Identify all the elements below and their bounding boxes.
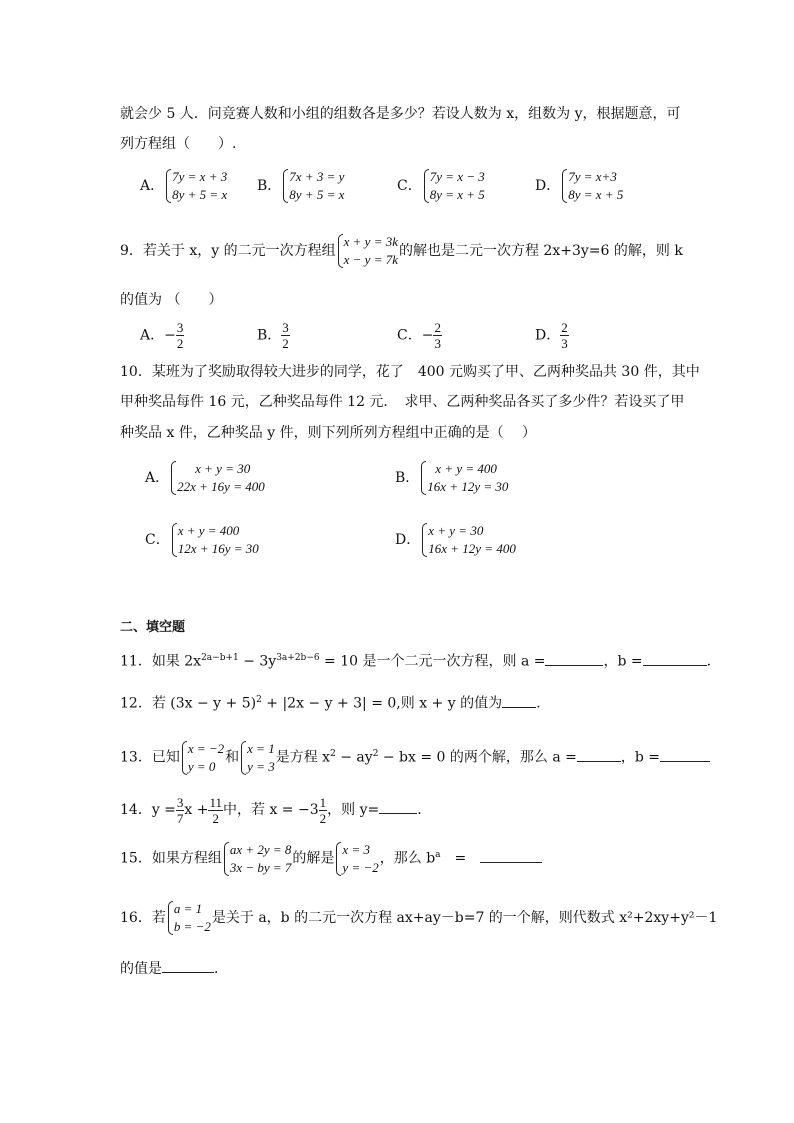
q10-option-b[interactable]: B． x + y = 400 16x + 12y = 30: [395, 461, 509, 494]
section-title: 二、填空题: [120, 620, 186, 635]
q9-option-a[interactable]: A．− $\frac{3}{2}$: [140, 320, 184, 351]
answer-blank[interactable]: [545, 651, 603, 666]
q9-stem: 9．若关于 x，y 的二元一次方程组 x + y = 3k x − y = 7k 的解也是二元一次方程 2x+3y=6 的解，则 k: [120, 234, 683, 267]
option-label: D．: [535, 178, 561, 194]
q9-line2: 的值为 （ ）: [120, 292, 223, 308]
q10-option-c[interactable]: C． x + y = 400 12x + 16y = 30: [145, 523, 259, 556]
q16: 16．若 a = 1 b = −2 是关于 a，b 的二元一次方程 ax+ay－b=7 的一个解，则代数式 x²+2xy+y²－1: [120, 901, 718, 934]
q10-option-d[interactable]: D． x + y = 30 16x + 12y = 400: [395, 523, 516, 556]
option-label: B．: [257, 178, 282, 194]
q10-line3: 种奖品 x 件，乙种奖品 y 件，则下列所列方程组中正确的是（ ）: [120, 425, 537, 441]
q13: 13．已知 x = −2 y = 0 和 x = 1 y = 3 是方程 $x^2 - ay^2$ − bx = 0 的两个解，那么 a = ，b =: [120, 734, 710, 778]
answer-blank[interactable]: [577, 747, 621, 762]
answer-blank[interactable]: [379, 799, 417, 814]
option-label: C．: [397, 178, 422, 194]
q8-option-c[interactable]: C． 7y = x − 3 8y = x + 5: [397, 169, 485, 202]
q14: 14．y = $\frac{3}{7}$ x + $\frac{11}{2}$ 中，若 x = −3 $\frac{1}{2}$ ，则 y= .: [120, 794, 422, 826]
q16-line2: 的值是 ．: [120, 958, 228, 979]
answer-blank[interactable]: [502, 693, 536, 708]
q8-option-a[interactable]: A． 7y = x + 3 8y + 5 = x: [140, 169, 228, 202]
q8-line2: 列方程组（ ）.: [120, 136, 237, 152]
answer-blank[interactable]: [643, 651, 707, 666]
q10-line1: 10．某班为了奖励取得较大进步的同学，花了 400 元购买了甲、乙两种奖品共 30 件，其中: [120, 364, 700, 380]
q11: 11．如果 $2x^{2a-b+1} - 3y^{3a+2b-6} = 10$ 是一个二元一次方程，则 a = ，b = ．: [120, 648, 721, 672]
option-label: A．: [140, 178, 165, 194]
q8-option-d[interactable]: D． 7y = x+3 8y = x + 5: [535, 169, 624, 202]
q15: 15．如果方程组 ax + 2y = 8 3x − by = 7 的解是 x = 3 y = −2 ，那么 $b^a$ =: [120, 835, 542, 879]
q9-option-b[interactable]: B． $\frac{3}{2}$: [257, 320, 289, 351]
q8-line1: 就会少 5 人．问竞赛人数和小组的组数各是多少？若设人数为 x，组数为 y，根据题意，可: [120, 106, 681, 122]
answer-blank[interactable]: [162, 958, 214, 973]
q10-option-a[interactable]: A． x + y = 30 22x + 16y = 400: [145, 461, 265, 494]
q9-option-d[interactable]: D． $\frac{2}{3}$: [535, 320, 568, 351]
q9-system: x + y = 3k x − y = 7k: [337, 233, 398, 269]
q9-option-c[interactable]: C．− $\frac{2}{3}$: [397, 320, 441, 351]
q10-line2: 甲种奖品每件 16 元，乙种奖品每件 12 元． 求甲、乙两种奖品各买了多少件？若设买了甲: [120, 394, 685, 410]
q8-option-b[interactable]: B． 7x + 3 = y 8y + 5 = x: [257, 169, 345, 202]
answer-blank[interactable]: [660, 747, 710, 762]
q12: 12．若 $(3x - y + 5)^2 + |2x - y + 3| = 0$,则 x + y 的值为 .: [120, 690, 541, 714]
answer-blank[interactable]: [480, 848, 542, 863]
